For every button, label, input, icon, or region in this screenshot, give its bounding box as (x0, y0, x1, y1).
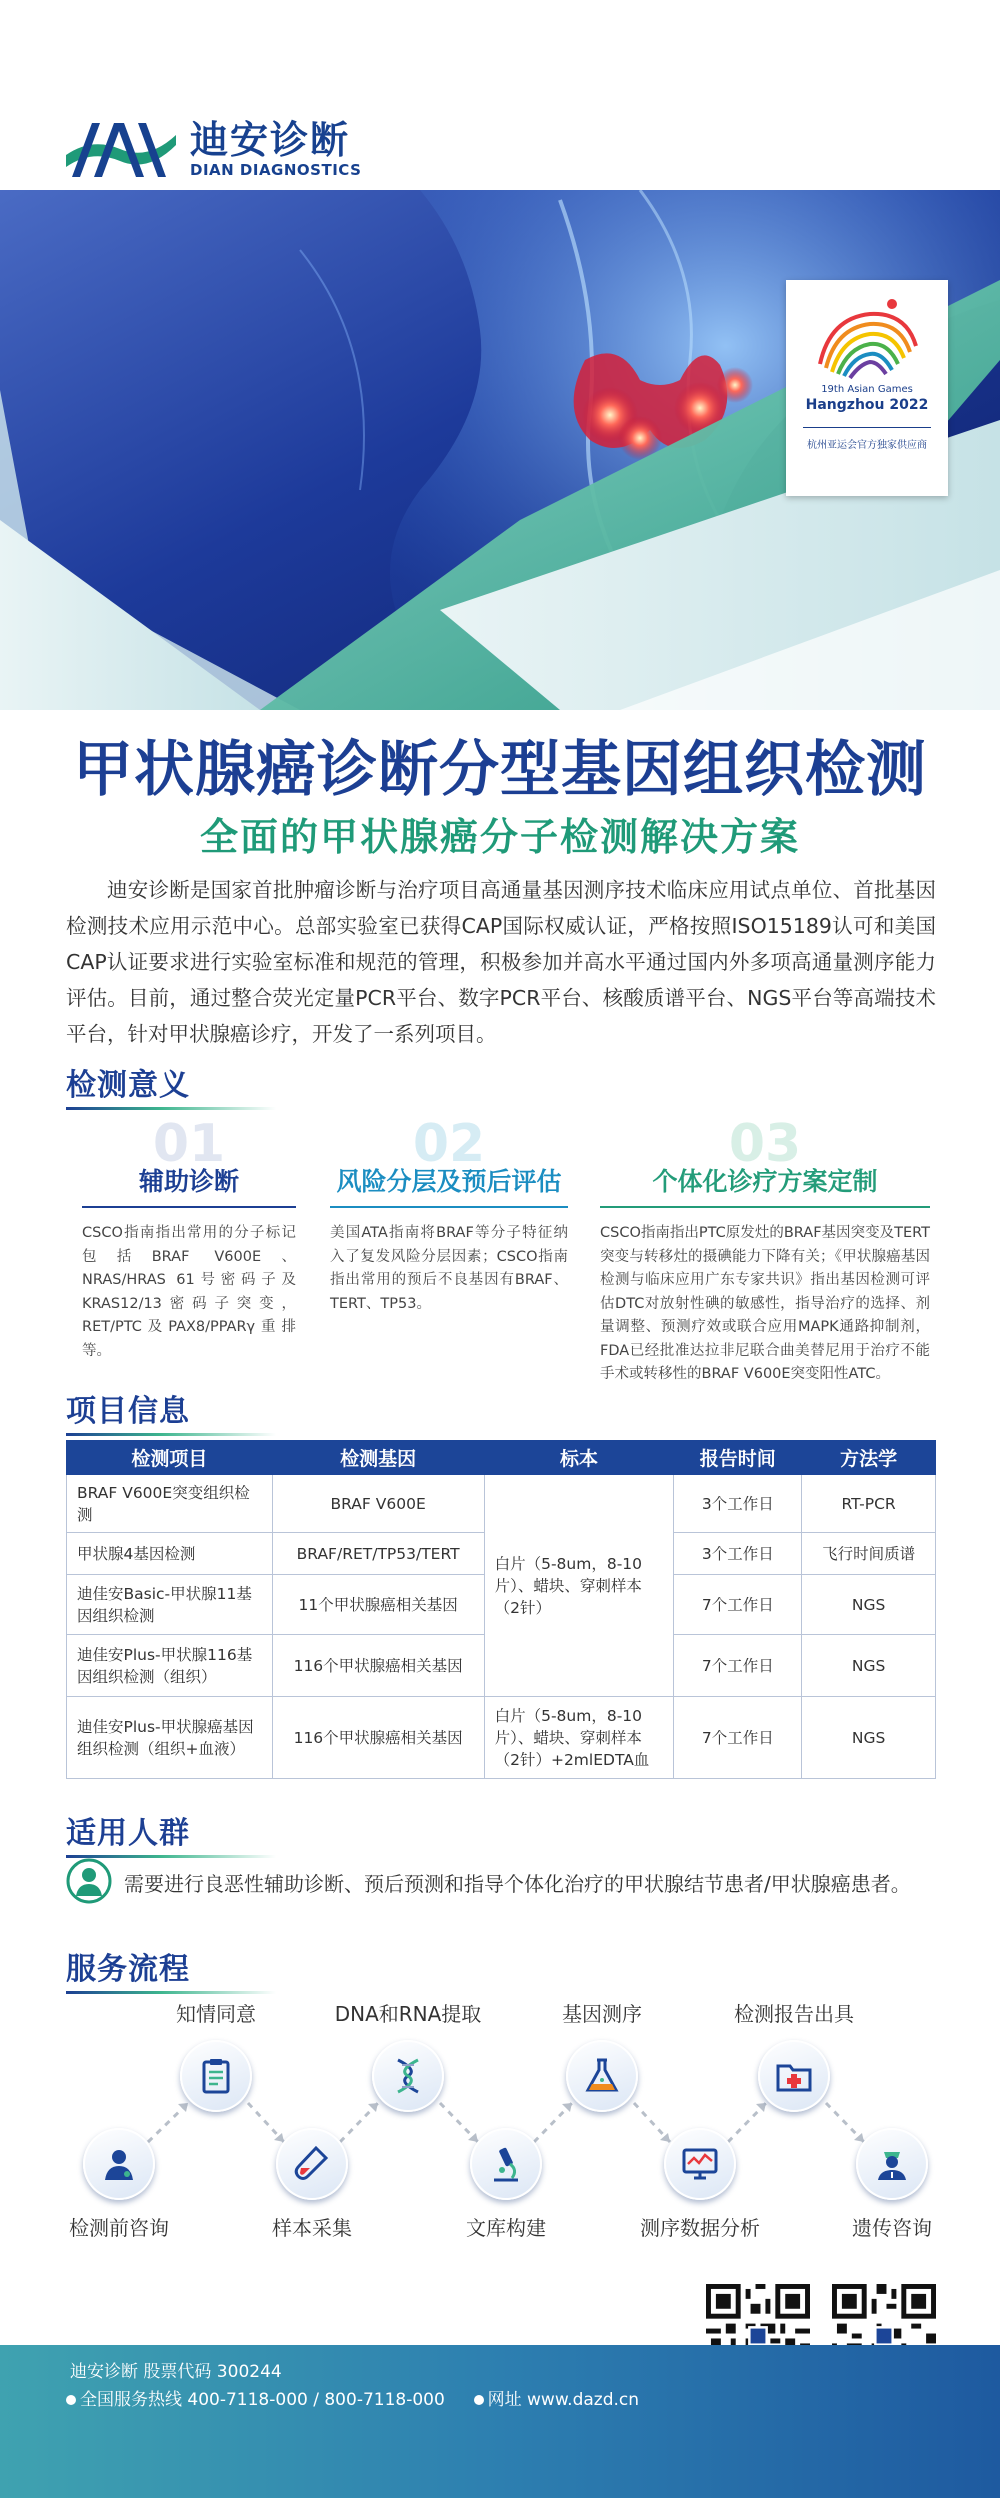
flow-step-label: 文库构建 (466, 2216, 546, 2240)
section-heading-project: 项目信息 (66, 1386, 190, 1430)
page-footer (0, 2345, 1000, 2498)
cell-item: 甲状腺4基因检测 (67, 1533, 273, 1575)
monitor-icon (680, 2144, 720, 2184)
flow-step-label: 检测报告出具 (734, 2002, 854, 2026)
intro-paragraph: 迪安诊断是国家首批肿瘤诊断与治疗项目高通量基因测序技术临床应用试点单位、首批基因检测技术应用示范中心。总部实验室已获得CAP国际权威认证，严格按照ISO15189认可和美国CAP认证要求进行实验室标准和规范的管理，积极参加并高水平通过国内外多项高通量测序能力评估。目前，通过整合荧光定量PCR平台、数字PCR平台、核酸质谱平台、NGS平台等高端技术平台，针对甲状腺癌诊疗，开发了一系列项目。 (66, 878, 936, 1046)
bullet-icon (66, 2395, 76, 2405)
dna-icon (388, 2056, 428, 2096)
flow-step-library[interactable] (470, 2128, 542, 2200)
flow-step-label: 遗传咨询 (852, 2216, 932, 2240)
flow-step-label: 样本采集 (272, 2216, 352, 2240)
clipboard-icon (196, 2056, 236, 2096)
hotline-text[interactable]: 全国服务热线 400-7118-000 / 800-7118-000 (80, 2390, 445, 2410)
section-heading-flow: 服务流程 (66, 1944, 190, 1988)
doctor-icon (99, 2144, 139, 2184)
website-link[interactable]: 网址 www.dazd.cn (487, 2390, 640, 2410)
badge-divider (803, 427, 931, 428)
cell-gene: 11个甲状腺癌相关基因 (272, 1575, 484, 1635)
table-row (67, 1475, 936, 1533)
flow-step-label: 基因测序 (562, 2002, 642, 2026)
cell-item: 迪佳安Basic-甲状腺11基因组织检测 (67, 1575, 273, 1635)
microscope-icon (486, 2144, 526, 2184)
significance-text: 美国ATA指南将BRAF等分子特征纳入了复发风险分层因素；CSCO指南指出常用的预后不良基因有BRAF、TERT、TP53。 (330, 1225, 568, 1312)
cell-method: NGS (802, 1697, 936, 1779)
brand-logo[interactable] (62, 115, 361, 183)
cell-method: NGS (802, 1575, 936, 1635)
cell-item: 迪佳安Plus-甲状腺116基因组织检测（组织） (67, 1635, 273, 1697)
significance-number: 02 (412, 1114, 486, 1174)
cell-sample: 白片（5-8um，8-10片）、蜡块、穿刺样本（2针） (484, 1475, 674, 1697)
asian-games-emblem-icon (810, 294, 924, 386)
cell-method: 飞行时间质谱 (802, 1533, 936, 1575)
flask-icon (582, 2056, 622, 2096)
cell-time: 7个工作日 (674, 1697, 802, 1779)
cell-method: RT-PCR (802, 1475, 936, 1533)
column-header: 报告时间 (674, 1441, 802, 1475)
audience-text: 需要进行良恶性辅助诊断、预后预测和指导个体化治疗的甲状腺结节患者/甲状腺癌患者。 (124, 1872, 911, 1896)
significance-text: CSCO指南指出常用的分子标记包括BRAF V600E、NRAS/HRAS 61号密码子及KRAS12/13密码子突变，RET/PTC及PAX8/PPARγ重排等。 (82, 1225, 296, 1359)
significance-number: 03 (728, 1114, 802, 1174)
significance-title: 风险分层及预后评估 (330, 1162, 568, 1208)
column-header: 标本 (484, 1441, 674, 1475)
flow-step-counseling[interactable] (856, 2128, 928, 2200)
table-row (67, 1697, 936, 1779)
cell-item: BRAF V600E突变组织检测 (67, 1475, 273, 1533)
cell-gene: 116个甲状腺癌相关基因 (272, 1697, 484, 1779)
flow-step-report[interactable] (758, 2040, 830, 2112)
significance-title: 辅助诊断 (82, 1162, 296, 1208)
cell-item: 迪佳安Plus-甲状腺癌基因组织检测（组织+血液） (67, 1697, 273, 1779)
project-table (66, 1440, 936, 1779)
cell-time: 3个工作日 (674, 1533, 802, 1575)
significance-item-1 (82, 1114, 296, 1363)
page-title: 甲状腺癌诊断分型基因组织检测 (73, 735, 927, 805)
column-header: 方法学 (802, 1441, 936, 1475)
contact-line (66, 2385, 639, 2410)
asian-games-name: 19th Asian Games (821, 384, 913, 395)
medical-folder-icon (774, 2056, 814, 2096)
flow-step-consent[interactable] (180, 2040, 252, 2112)
cell-gene: 116个甲状腺癌相关基因 (272, 1635, 484, 1697)
patient-icon (66, 1858, 112, 1904)
significance-title: 个体化诊疗方案定制 (600, 1162, 930, 1208)
flow-step-label: 检测前咨询 (69, 2216, 169, 2240)
column-header: 检测项目 (67, 1441, 273, 1475)
flow-step-sequencing[interactable] (566, 2040, 638, 2112)
cell-time: 3个工作日 (674, 1475, 802, 1533)
significance-number: 01 (152, 1114, 226, 1174)
section-heading-audience: 适用人群 (66, 1808, 190, 1852)
flow-step-label: DNA和RNA提取 (334, 2002, 482, 2026)
column-header: 检测基因 (272, 1441, 484, 1475)
nurse-icon (872, 2144, 912, 2184)
flow-step-label: 知情同意 (176, 2002, 256, 2026)
significance-item-2 (330, 1114, 568, 1316)
flow-step-analysis[interactable] (664, 2128, 736, 2200)
flow-step-consultation[interactable] (83, 2128, 155, 2200)
brand-name-en: DIAN DIAGNOSTICS (190, 161, 362, 179)
hero-banner (0, 190, 1000, 710)
cell-time: 7个工作日 (674, 1635, 802, 1697)
dian-logo-icon (62, 115, 180, 183)
flow-step-sampling[interactable] (276, 2128, 348, 2200)
cell-gene: BRAF V600E (272, 1475, 484, 1533)
cell-gene: BRAF/RET/TP53/TERT (272, 1533, 484, 1575)
cell-time: 7个工作日 (674, 1575, 802, 1635)
brand-name-cn: 迪安诊断 (190, 118, 351, 162)
flow-step-label: 测序数据分析 (640, 2216, 760, 2240)
significance-item-3 (600, 1114, 930, 1387)
significance-text: CSCO指南指出PTC原发灶的BRAF基因突变及TERT突变与转移灶的摄碘能力下降有关；《甲状腺癌基因检测与临床应用广东专家共识》指出基因检测可评估DTC对放射性碘的敏感性，指导治疗的选择、剂量调整、预测疗效或联合应用MAPK通路抑制剂，FDA已经批准达拉非尼联合曲美替尼用于治疗不能手术或转移性的BRAF V600E突变阳性ATC。 (600, 1225, 930, 1382)
page-subtitle: 全面的甲状腺癌分子检测解决方案 (199, 815, 800, 859)
bullet-icon (474, 2395, 484, 2405)
test-tube-icon (292, 2144, 332, 2184)
flow-step-extraction[interactable] (372, 2040, 444, 2112)
asian-games-badge (786, 280, 948, 496)
cell-sample: 白片（5-8um，8-10片）、蜡块、穿刺样本（2针）+2mlEDTA血 (484, 1697, 674, 1779)
section-heading-significance: 检测意义 (66, 1060, 190, 1104)
stock-code: 迪安诊断 股票代码 300244 (70, 2362, 282, 2382)
table-header-row (67, 1441, 936, 1475)
page-header (0, 0, 1000, 190)
asian-games-supplier: 杭州亚运会官方独家供应商 (807, 440, 927, 451)
asian-games-city: Hangzhou 2022 (805, 397, 929, 413)
cell-method: NGS (802, 1635, 936, 1697)
